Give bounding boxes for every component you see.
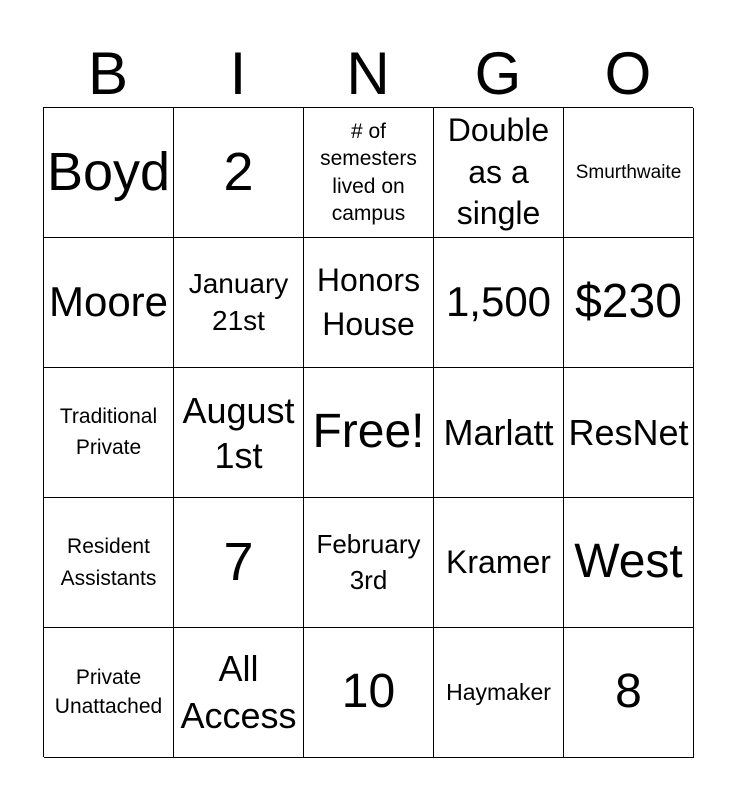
bingo-cell-r5-c1[interactable]	[44, 628, 174, 758]
header-letter-b: B	[87, 40, 129, 107]
bingo-cell-r1-c2[interactable]	[174, 108, 304, 238]
cell-text: January 21st	[188, 268, 289, 336]
bingo-cell-r3-c5[interactable]	[564, 368, 694, 498]
cell-text: $230	[575, 275, 682, 329]
cell-text: 7	[223, 532, 254, 593]
cell-text: West	[574, 535, 683, 589]
cell-text: February 3rd	[316, 529, 421, 595]
bingo-cell-r2-c4[interactable]	[434, 238, 564, 368]
bingo-cell-r5-c5[interactable]	[564, 628, 694, 758]
bingo-board	[43, 107, 693, 757]
cell-text: August 1st	[182, 389, 295, 476]
header-letter-i: I	[229, 40, 247, 107]
cell-text: # of semesters lived on campus	[320, 119, 417, 225]
cell-text: 10	[341, 665, 396, 719]
cell-text: Haymaker	[446, 679, 551, 706]
cell-text: Kramer	[446, 543, 551, 580]
cell-text: ResNet	[568, 411, 689, 453]
cell-text: Moore	[48, 278, 169, 326]
cell-text: 1,500	[445, 278, 552, 326]
cell-text: Boyd	[46, 142, 171, 203]
cell-text: All Access	[180, 648, 297, 736]
header-letter-n: N	[346, 40, 390, 107]
bingo-cell-r4-c4[interactable]	[434, 498, 564, 628]
bingo-cell-r4-c1[interactable]	[44, 498, 174, 628]
bingo-cell-r5-c3[interactable]	[304, 628, 434, 758]
bingo-cell-r1-c4[interactable]	[434, 108, 564, 238]
bingo-cell-r2-c2[interactable]	[174, 238, 304, 368]
cell-text: 8	[615, 665, 642, 719]
bingo-cell-r1-c5[interactable]	[564, 108, 694, 238]
bingo-cell-r5-c2[interactable]	[174, 628, 304, 758]
header-letter-g: G	[474, 40, 522, 107]
bingo-header	[43, 40, 693, 108]
cell-text: Honors House	[316, 262, 421, 342]
cell-text: Private Unattached	[54, 666, 163, 718]
cell-text: Double as a single	[447, 112, 550, 232]
bingo-cell-r4-c2[interactable]	[174, 498, 304, 628]
cell-text: Traditional Private	[59, 405, 158, 459]
cell-text: Marlatt	[443, 411, 554, 453]
cell-text: 2	[223, 142, 254, 203]
cell-text: Smurthwaite	[575, 161, 682, 183]
bingo-cell-r4-c3[interactable]	[304, 498, 434, 628]
bingo-cell-r3-c4[interactable]	[434, 368, 564, 498]
bingo-cell-r2-c3[interactable]	[304, 238, 434, 368]
bingo-cell-r1-c1[interactable]	[44, 108, 174, 238]
bingo-cell-r3-c1[interactable]	[44, 368, 174, 498]
header-letter-o: O	[604, 40, 652, 107]
cell-text: Free!	[312, 405, 425, 459]
bingo-cell-r2-c1[interactable]	[44, 238, 174, 368]
bingo-cell-r3-c2[interactable]	[174, 368, 304, 498]
cell-text: Resident Assistants	[60, 535, 157, 590]
bingo-cell-r2-c5[interactable]	[564, 238, 694, 368]
bingo-cell-r5-c4[interactable]	[434, 628, 564, 758]
bingo-cell-r3-c3[interactable]	[304, 368, 434, 498]
bingo-cell-r4-c5[interactable]	[564, 498, 694, 628]
bingo-cell-r1-c3[interactable]	[304, 108, 434, 238]
